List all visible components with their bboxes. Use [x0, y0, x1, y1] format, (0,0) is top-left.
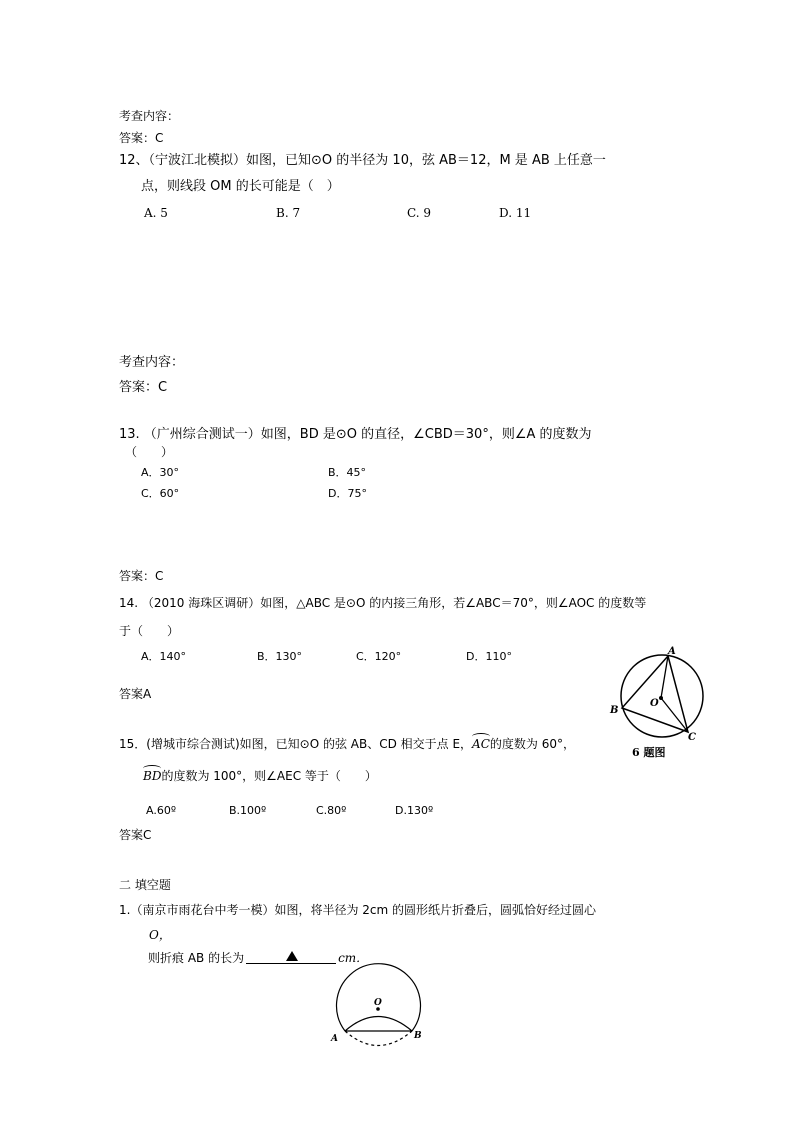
- circle-triangle-figure: [608, 640, 718, 765]
- question-13-line2: （ ）: [125, 445, 174, 459]
- option-a: A．140°: [141, 650, 187, 663]
- question-15-text-cont: 的度数为 100°，则∠AEC 等于（ ）: [161, 769, 377, 783]
- triangle-icon: [286, 951, 298, 961]
- option-a: A．30°: [141, 466, 180, 479]
- answer-text: 答案：C: [119, 569, 164, 583]
- option-d: D．75°: [328, 487, 367, 500]
- option-c: C. 9: [407, 206, 432, 220]
- folded-circle-figure: [325, 960, 435, 1060]
- label-c: C: [688, 732, 696, 743]
- question-12-line1: 12、（宁波江北模拟）如图，已知⊙O 的半径为 10，弦 AB＝12，M 是 AB 上任意一: [119, 153, 606, 168]
- section-heading: 二 填空题: [119, 878, 171, 892]
- arc-bd: BD: [143, 769, 162, 783]
- exam-content-label: 考查内容：: [119, 355, 185, 370]
- label-b: B: [414, 1031, 422, 1041]
- question-15-text-cont: 的度数为 60°，: [489, 737, 575, 751]
- question-12-line2: 点，则线段 OM 的长可能是（ ）: [141, 179, 340, 194]
- label-a: A: [668, 646, 676, 657]
- option-a: A. 5: [144, 206, 168, 220]
- option-d: D. 11: [499, 206, 532, 220]
- figure-caption: 6 题图: [632, 746, 666, 759]
- option-c: C．120°: [356, 650, 402, 663]
- label-o: O: [650, 698, 659, 709]
- answer-text: 答案：C: [119, 380, 168, 395]
- option-b: B. 7: [276, 206, 301, 220]
- exam-content-label: 考查内容：: [119, 109, 180, 123]
- question-15-text: 15．(增城市综合测试)如图，已知⊙O 的弦 AB、CD 相交于点 E，: [119, 737, 473, 751]
- question-14-line2: 于（ ）: [119, 624, 180, 638]
- option-d: D.130º: [395, 804, 434, 817]
- answer-text: 答案A: [119, 687, 152, 701]
- arc-ac: AC: [472, 737, 490, 751]
- fill-question-text: 则折痕 AB 的长为: [148, 951, 245, 965]
- question-15-line2: [143, 770, 377, 782]
- label-b: B: [610, 705, 619, 716]
- answer-blank[interactable]: [246, 951, 336, 964]
- question-15-line1: [119, 738, 575, 750]
- question-13-line1: 13. （广州综合测试一）如图，BD 是⊙O 的直径，∠CBD＝30°，则∠A 的度数为: [119, 427, 592, 442]
- answer-text: 答案C: [119, 828, 152, 842]
- option-a: A.60º: [146, 804, 177, 817]
- answer-text: 答案：C: [119, 131, 164, 145]
- label-o: O: [374, 998, 382, 1008]
- option-d: D．110°: [466, 650, 512, 663]
- option-b: B．130°: [257, 650, 303, 663]
- option-c: C．60°: [141, 487, 180, 500]
- label-a: A: [331, 1034, 338, 1044]
- option-c: C.80º: [316, 804, 347, 817]
- unit-text: cm．: [338, 951, 369, 965]
- question-14-line1: 14. （2010 海珠区调研）如图，△ABC 是⊙O 的内接三角形，若∠ABC＝70°，则∠AOC 的度数等: [119, 596, 647, 610]
- option-b: B.100º: [229, 804, 267, 817]
- fill-question-1-line2: O，: [149, 928, 171, 942]
- option-b: B．45°: [328, 466, 367, 479]
- fill-question-1-line1: 1.（南京市雨花台中考一模）如图，将半径为 2cm 的圆形纸片折叠后，圆弧恰好经过圆心: [119, 903, 597, 917]
